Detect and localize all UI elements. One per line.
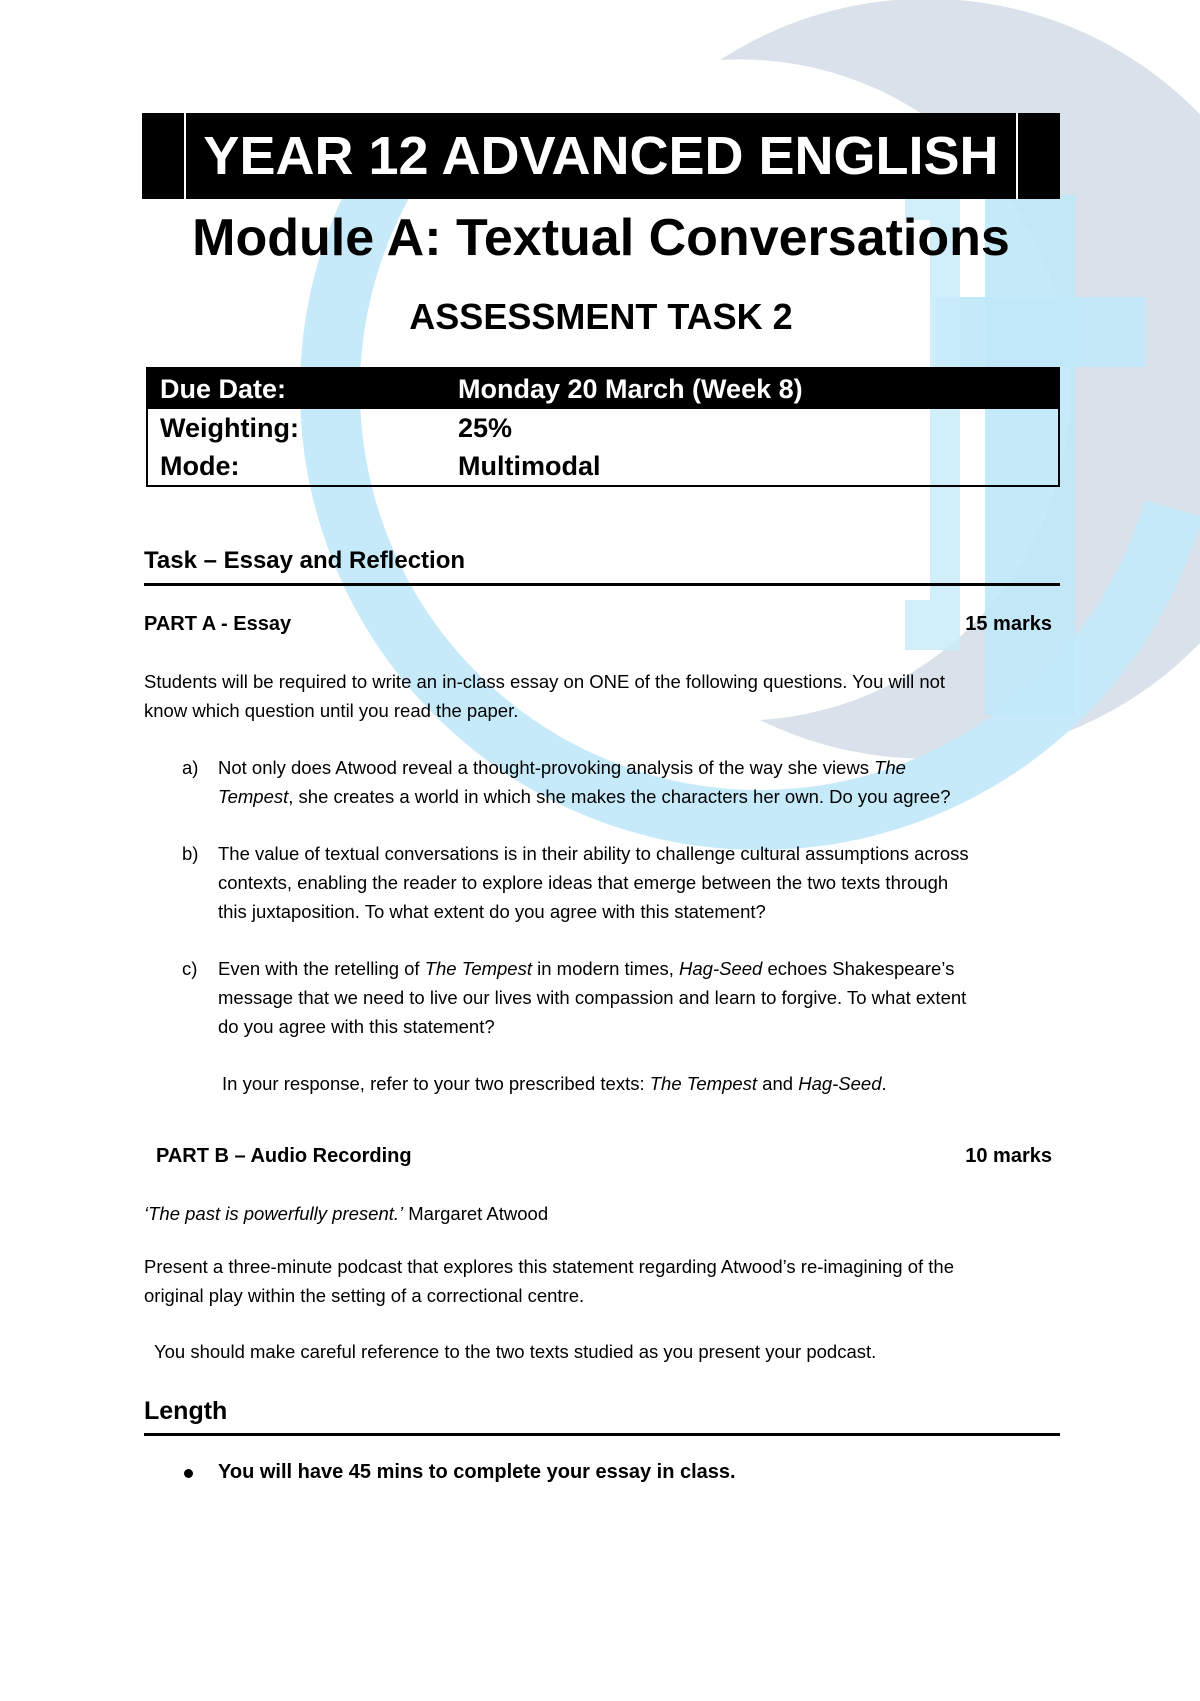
bullet-icon xyxy=(184,1469,193,1478)
podcast-instruction-line-2: original play within the setting of a correctional centre. xyxy=(144,1285,585,1306)
question-a-italic-2: Tempest xyxy=(218,786,289,807)
question-a-line-1 xyxy=(218,753,1048,782)
mode-value: Multimodal xyxy=(458,451,601,481)
part-a-marks: 15 marks xyxy=(965,613,1052,635)
atwood-quote xyxy=(144,1199,548,1228)
response-italic-1: The Tempest xyxy=(649,1073,758,1094)
response-text-1: In your response, refer to your two prescribed texts: xyxy=(222,1073,650,1094)
weighting-value: 25% xyxy=(458,413,513,443)
response-italic-2: Hag-Seed xyxy=(798,1073,882,1094)
question-c-text-1: Even with the retelling of xyxy=(218,958,425,979)
weighting-label: Weighting: xyxy=(160,413,299,443)
due-date-value: Monday 20 March (Week 8) xyxy=(458,374,803,404)
question-b-line-1: The value of textual conversations is in their ability to challenge cultural assumptions across xyxy=(218,843,969,864)
question-a-text-2: , she creates a world in which she makes the characters her own. Do you agree? xyxy=(288,786,951,807)
podcast-instruction-line-1: Present a three-minute podcast that explores this statement regarding Atwood’s re-imagining of the xyxy=(144,1256,954,1277)
part-b-title: PART B – Audio Recording xyxy=(156,1145,412,1167)
question-a-label: a) xyxy=(182,757,199,778)
title-bar xyxy=(142,113,1060,199)
weighting-row xyxy=(148,409,1058,447)
task-heading: Task – Essay and Reflection xyxy=(144,542,1060,586)
module-title: Module A: Textual Conversations xyxy=(192,209,1010,267)
question-c-italic-1: The Tempest xyxy=(424,958,532,979)
question-b-label: b) xyxy=(182,843,199,864)
assessment-task-title: ASSESSMENT TASK 2 xyxy=(409,296,793,337)
part-a-title: PART A - Essay xyxy=(144,613,292,635)
question-a-text-1: Not only does Atwood reveal a thought-provoking analysis of the way she views xyxy=(218,757,875,778)
question-c-line-1 xyxy=(218,954,1048,983)
course-title: YEAR 12 ADVANCED ENGLISH xyxy=(184,113,1018,199)
question-a-italic-1: The xyxy=(874,757,906,778)
quote-text: ‘The past is powerfully present.’ xyxy=(144,1203,404,1224)
task-info-table xyxy=(146,367,1060,487)
question-c-line-3: do you agree with this statement? xyxy=(218,1016,495,1037)
response-text-2: and xyxy=(757,1073,799,1094)
reference-instruction: You should make careful reference to the two texts studied as you present your podcast. xyxy=(154,1341,877,1362)
part-a-intro-line-1: Students will be required to write an in-class essay on ONE of the following questions. You will not xyxy=(144,671,946,692)
quote-author: Margaret Atwood xyxy=(403,1203,549,1224)
question-c-text-3: echoes Shakespeare’s xyxy=(762,958,955,979)
question-c-line-2: message that we need to live our lives with compassion and learn to forgive. To what extent xyxy=(218,987,967,1008)
due-date-row xyxy=(148,369,1058,409)
part-b-marks: 10 marks xyxy=(965,1145,1052,1167)
question-c-text-2: in modern times, xyxy=(532,958,680,979)
due-date-label: Due Date: xyxy=(160,374,287,404)
question-c-label: c) xyxy=(182,958,198,979)
mode-row xyxy=(148,447,1058,485)
question-c-italic-2: Hag-Seed xyxy=(679,958,763,979)
length-bullet-text: You will have 45 mins to complete your essay in class. xyxy=(218,1461,736,1483)
question-b-line-3: this juxtaposition. To what extent do you agree with this statement? xyxy=(218,901,766,922)
mode-label: Mode: xyxy=(160,451,240,481)
response-instruction xyxy=(222,1069,887,1098)
question-a-line-2 xyxy=(218,782,1048,811)
response-text-3: . xyxy=(881,1073,887,1094)
part-a-intro-line-2: know which question until you read the paper. xyxy=(144,700,519,721)
question-b-line-2: contexts, enabling the reader to explore ideas that emerge between the two texts through xyxy=(218,872,949,893)
length-heading: Length xyxy=(144,1392,1060,1436)
